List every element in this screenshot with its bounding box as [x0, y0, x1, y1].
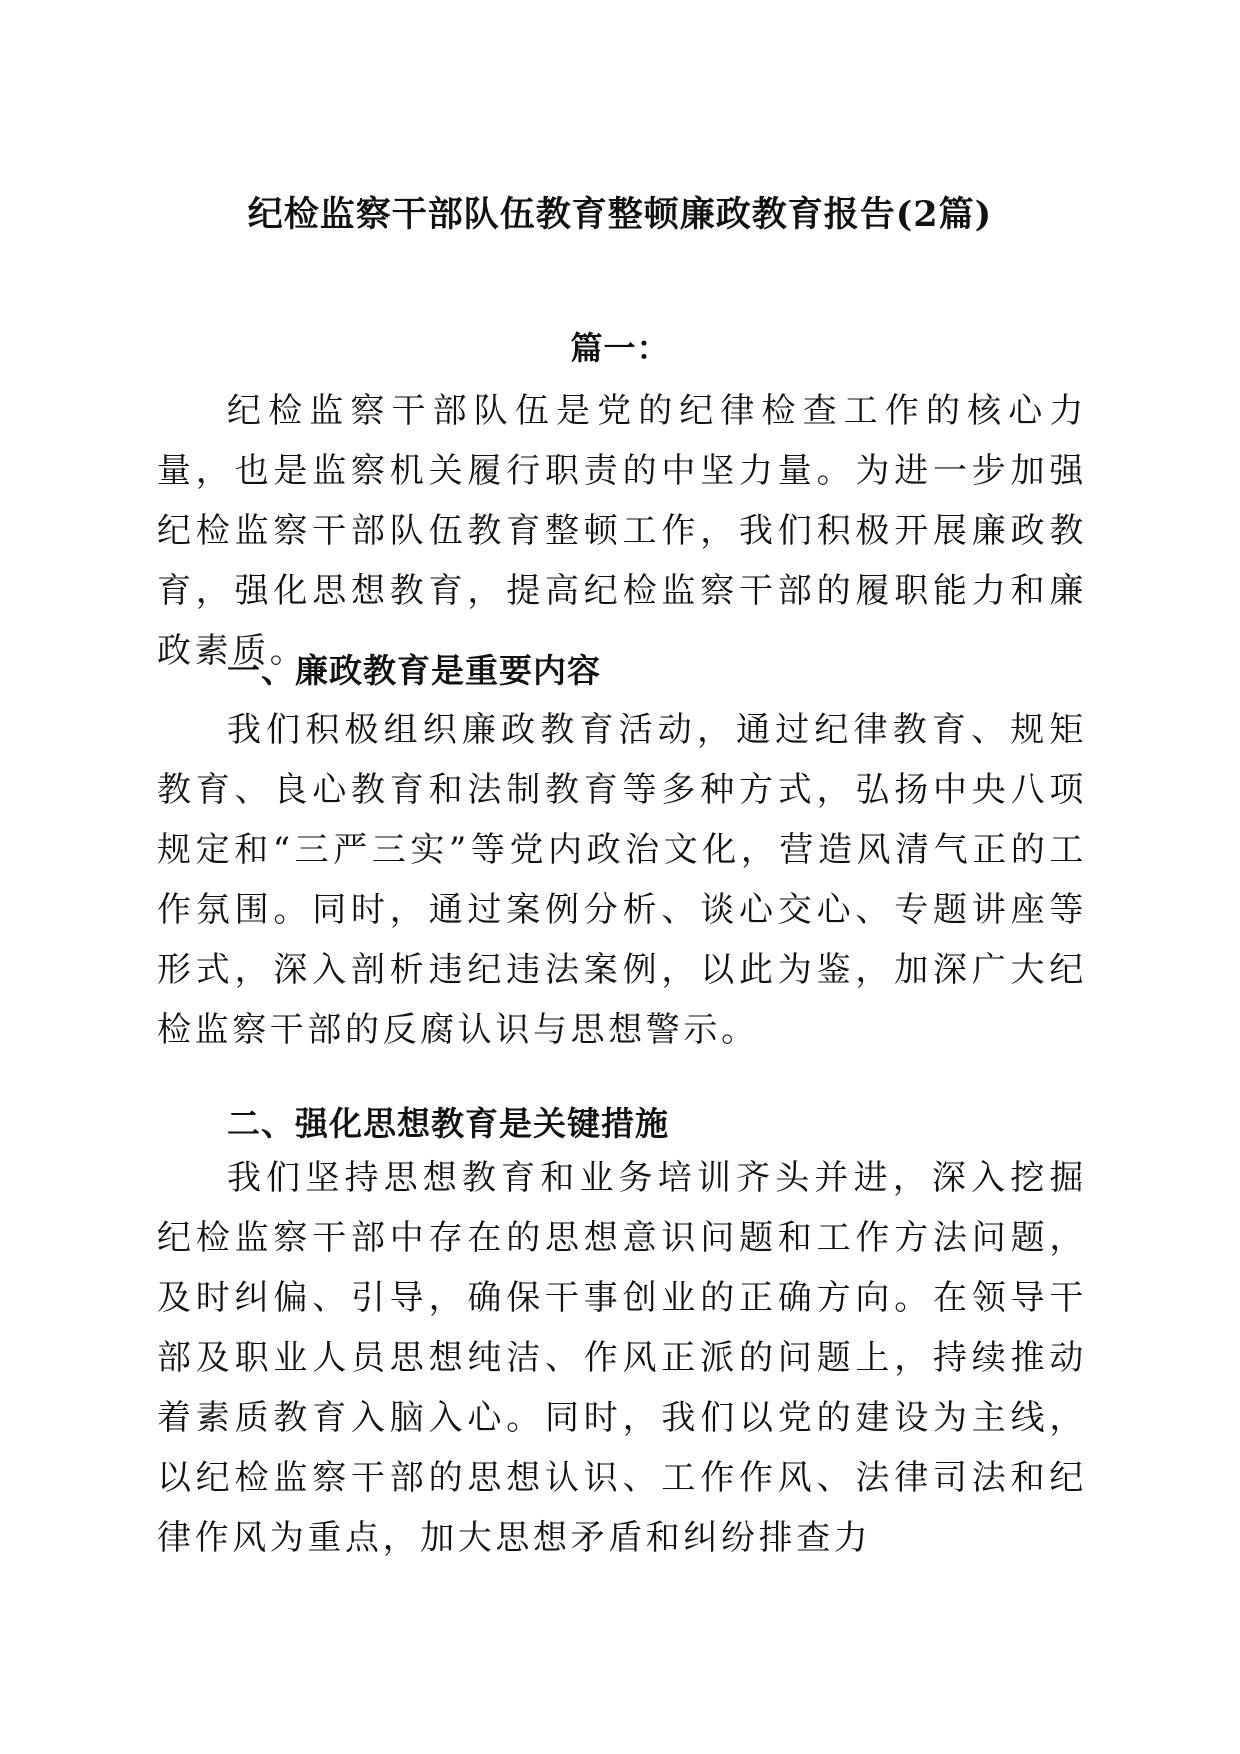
- intro-paragraph: 纪检监察干部队伍是党的纪律检查工作的核心力量，也是监察机关履行职责的中坚力量。为进一步加强纪检监察干部队伍教育整顿工作，我们积极开展廉政教育，强化思想教育，提高纪检监察干部的履职能力和廉政素质。: [157, 391, 1087, 671]
- part-label: 篇一：: [570, 329, 670, 367]
- document-title: 纪检监察干部队伍教育整顿廉政教育报告(2篇): [247, 194, 993, 235]
- section-heading-2: 二、强化思想教育是关键措施: [227, 1104, 669, 1143]
- section-paragraph-2: 我们坚持思想教育和业务培训齐头并进，深入挖掘纪检监察干部中存在的思想意识问题和工作方法问题，及时纠偏、引导，确保干事创业的正确方向。在领导干部及职业人员思想纯洁、作风正派的问题上，持续推动着素质教育入脑入心。同时，我们以党的建设为主线，以纪检监察干部的思想认识、工作作风、法律司法和纪律作风为重点，加大思想矛盾和纠纷排查力: [157, 1158, 1087, 1558]
- section-paragraph-1: 我们积极组织廉政教育活动，通过纪律教育、规矩教育、良心教育和法制教育等多种方式，弘扬中央八项规定和“三严三实”等党内政治文化，营造风清气正的工作氛围。同时，通过案例分析、谈心交心、专题讲座等形式，深入剖析违纪违法案例，以此为鉴，加深广大纪检监察干部的反腐认识与思想警示。: [157, 710, 1087, 1050]
- section-heading-1: 一、廉政教育是重要内容: [227, 651, 601, 690]
